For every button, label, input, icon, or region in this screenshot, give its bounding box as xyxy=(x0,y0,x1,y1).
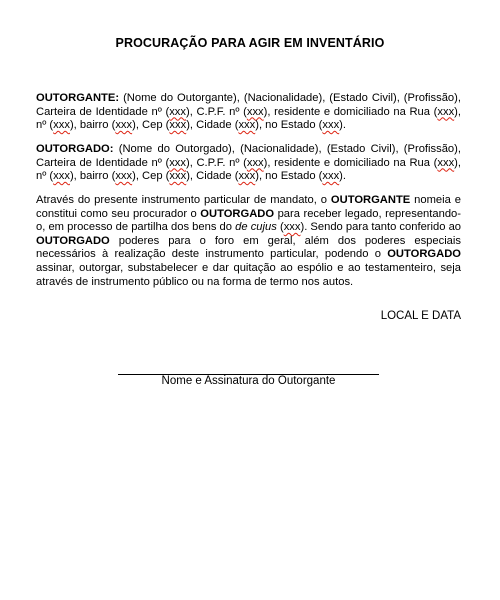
document-title: PROCURAÇÃO PARA AGIR EM INVENTÁRIO xyxy=(115,36,385,50)
text-segment: ). xyxy=(339,170,347,183)
placeholder-rg: xxx xyxy=(169,156,186,169)
outorgado-ref: OUTORGADO xyxy=(36,234,110,247)
de-cujus-term: de cujus xyxy=(235,221,277,234)
text-segment: ), Cidade ( xyxy=(186,119,239,132)
outorgado-ref: OUTORGADO xyxy=(387,248,461,261)
text-segment: assinar, outorgar, substabelecer e dar quitação ao espólio e ao testamenteiro, seja através de instrumento público ou na forma de termo nos autos. xyxy=(36,261,461,288)
text-segment: ), nº ( xyxy=(36,105,461,132)
placeholder-cpf: xxx xyxy=(246,156,264,169)
placeholder-rg: xxx xyxy=(169,105,186,118)
text-segment: Através do presente instrumento particular de mandato, o xyxy=(36,194,331,206)
placeholder-rua: xxx xyxy=(437,156,455,169)
placeholder-bairro: xxx xyxy=(115,170,133,183)
text-segment: ), bairro ( xyxy=(69,119,116,132)
placeholder-cidade: xxx xyxy=(238,119,256,132)
text-segment: para receber legado, representando-o, em processo de partilha dos bens do xyxy=(36,207,461,234)
text-segment: (Nome do Outorgado), (Nacionalidade), (Estado Civil), (Profissão), Carteira de Identidade nº ( xyxy=(36,143,461,169)
mandate-paragraph xyxy=(36,194,461,289)
text-segment: nomeia e constitui como seu procurador o xyxy=(36,194,461,220)
text-segment: ), Cidade ( xyxy=(186,170,239,183)
text-segment: ), nº ( xyxy=(36,156,461,183)
outorgado-label: OUTORGADO: xyxy=(36,143,114,155)
text-segment: (Nome do Outorgante), (Nacionalidade), (Estado Civil), (Profissão), Carteira de Identidade nº ( xyxy=(36,92,461,118)
text-segment: ), bairro ( xyxy=(69,170,116,183)
placeholder-cidade: xxx xyxy=(238,170,256,183)
placeholder-estado: xxx xyxy=(322,119,340,132)
placeholder-decujus: xxx xyxy=(283,221,301,234)
text-segment: ), Cep ( xyxy=(132,170,170,183)
text-segment: ). Sendo para tanto conferido ao xyxy=(300,221,462,234)
local-e-data: LOCAL E DATA xyxy=(380,310,461,322)
text-segment: ), no Estado ( xyxy=(255,170,323,183)
placeholder-rua: xxx xyxy=(437,105,455,118)
text-segment: ). xyxy=(339,119,347,132)
text-segment: ), C.P.F. nº ( xyxy=(185,105,247,118)
signature-label: Nome e Assinatura do Outorgante xyxy=(161,375,336,387)
outorgante-ref: OUTORGANTE xyxy=(330,194,411,206)
text-segment: poderes para o foro em geral, além dos poderes especiais necessários à realização deste instrumento particular, podendo o xyxy=(36,234,461,261)
placeholder-bairro: xxx xyxy=(115,119,133,132)
placeholder-numero: xxx xyxy=(53,170,70,183)
text-segment: ), residente e domiciliado na Rua ( xyxy=(263,156,438,169)
outorgante-paragraph xyxy=(36,92,461,133)
placeholder-numero: xxx xyxy=(53,119,70,132)
text-segment: ( xyxy=(276,221,284,234)
placeholder-cep: xxx xyxy=(169,119,187,132)
text-segment: ), C.P.F. nº ( xyxy=(185,156,247,169)
outorgante-label: OUTORGANTE: xyxy=(36,92,120,104)
text-segment: ), Cep ( xyxy=(132,119,170,132)
placeholder-cep: xxx xyxy=(169,170,187,183)
placeholder-cpf: xxx xyxy=(246,105,264,118)
outorgado-paragraph xyxy=(36,143,461,184)
text-segment: ), no Estado ( xyxy=(255,119,323,132)
text-segment: ), residente e domiciliado na Rua ( xyxy=(263,105,438,118)
placeholder-estado: xxx xyxy=(322,170,340,183)
outorgado-ref: OUTORGADO xyxy=(200,207,275,220)
